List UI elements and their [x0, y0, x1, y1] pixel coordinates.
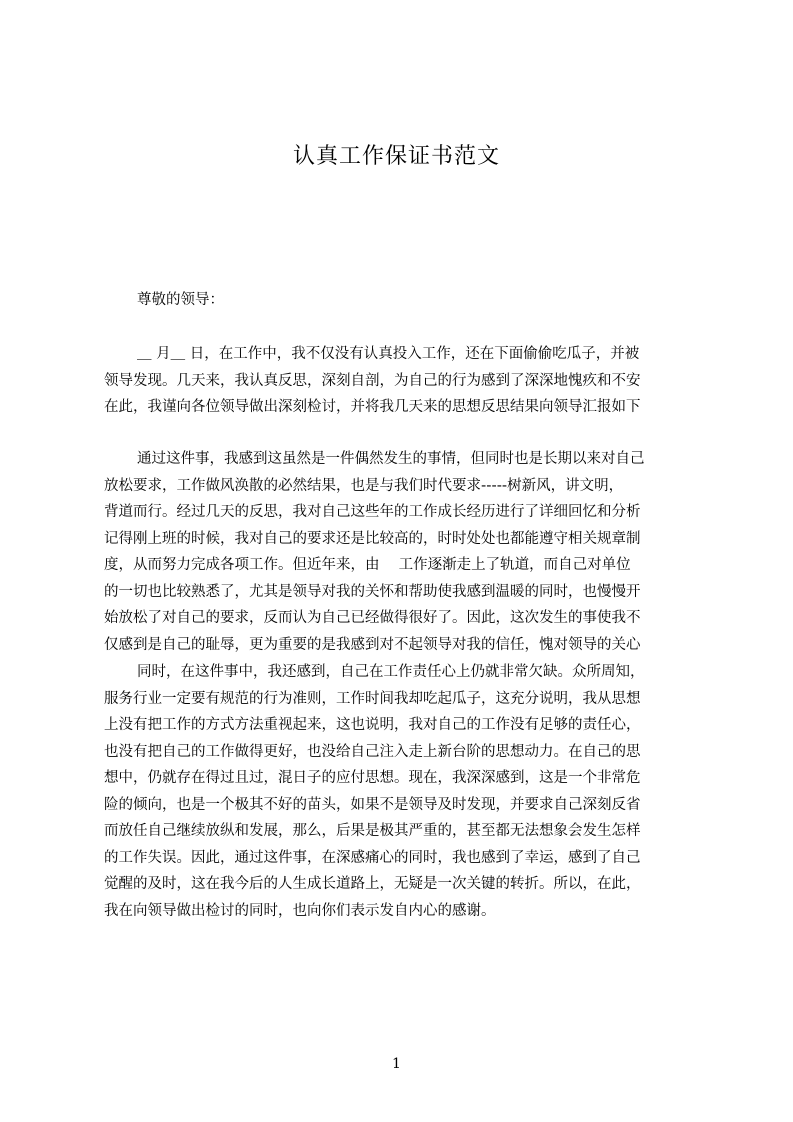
paragraph-line: 领导发现。几天来，我认真反思，深刻自剖，为自己的行为感到了深深地愧疚和不安 [104, 372, 641, 389]
page-number: 1 [392, 1056, 401, 1072]
paragraph-line: 在此，我谨向各位领导做出深刻检讨，并将我几天来的思想反思结果向领导汇报如下 [104, 399, 641, 415]
paragraph-line: 觉醒的及时，这在我今后的人生成长道路上，无疑是一次关键的转折。所以，在此， [104, 876, 641, 892]
paragraph-line: 险的倾向，也是一个极其不好的苗头，如果不是领导及时发现，并要求自己深刻反省 [104, 796, 641, 813]
paragraph-line: ＿ 月＿ 日，在工作中，我不仅没有认真投入工作，还在下面偷偷吃瓜子，并被 [137, 346, 640, 362]
paragraph-line: 我在向领导做出检讨的同时，也向你们表示发自内心的感谢。 [104, 902, 496, 919]
paragraph-line: 的工作失误。因此，通过这件事，在深感痛心的同时，我也感到了幸运，感到了自己 [104, 849, 641, 866]
paragraph-line: 的一切也比较熟悉了，尤其是领导对我的关怀和帮助使我感到温暖的同时，也慢慢开 [104, 583, 641, 600]
paragraph-2 [104, 446, 704, 658]
paragraph-line: 想中，仍就存在得过且过，混日子的应付思想。现在，我深深感到，这是一个非常危 [104, 770, 641, 786]
paragraph-line: 记得刚上班的时候，我对自己的要求还是比较高的，时时处处也都能遵守相关规章制 [104, 530, 641, 547]
paragraph-line: 始放松了对自己的要求，反而认为自己已经做得很好了。因此，这次发生的事使我不 [104, 610, 641, 626]
paragraph-3 [104, 659, 704, 924]
paragraph-line: 背道而行。经过几天的反思，我对自己这些年的工作成长经历进行了详细回忆和分析 [104, 504, 641, 520]
paragraph-line: 度，从而努力完成各项工作。但近年来，由 工作逐渐走上了轨道，而自己对单位 [104, 557, 631, 573]
paragraph-line: 同时，在这件事中，我还感到，自己在工作责任心上仍就非常欠缺。众所周知， [137, 664, 645, 680]
salutation: 尊敬的领导： [137, 292, 224, 308]
paragraph-1 [104, 341, 704, 421]
paragraph-line: 放松要求，工作做风涣散的必然结果，也是与我们时代要求-----树新风，讲文明， [104, 477, 624, 494]
document-title: 认真工作保证书范文 [292, 144, 500, 169]
paragraph-line: 服务行业一定要有规范的行为准则，工作时间我却吃起瓜子，这充分说明，我从思想 [104, 690, 641, 707]
paragraph-line: 也没有把自己的工作做得更好，也没给自己注入走上新台阶的思想动力。在自己的思 [104, 743, 641, 760]
paragraph-line: 通过这件事，我感到这虽然是一件偶然发生的事情，但同时也是长期以来对自己 [137, 451, 645, 467]
paragraph-line: 仅感到是自己的耻辱，更为重要的是我感到对不起领导对我的信任，愧对领导的关心 [104, 636, 641, 653]
paragraph-line: 而放任自己继续放纵和发展，那么，后果是极其严重的，甚至都无法想象会发生怎样 [104, 823, 641, 839]
paragraph-line: 上没有把工作的方式方法重视起来，这也说明，我对自己的工作没有足够的责任心， [104, 717, 641, 733]
